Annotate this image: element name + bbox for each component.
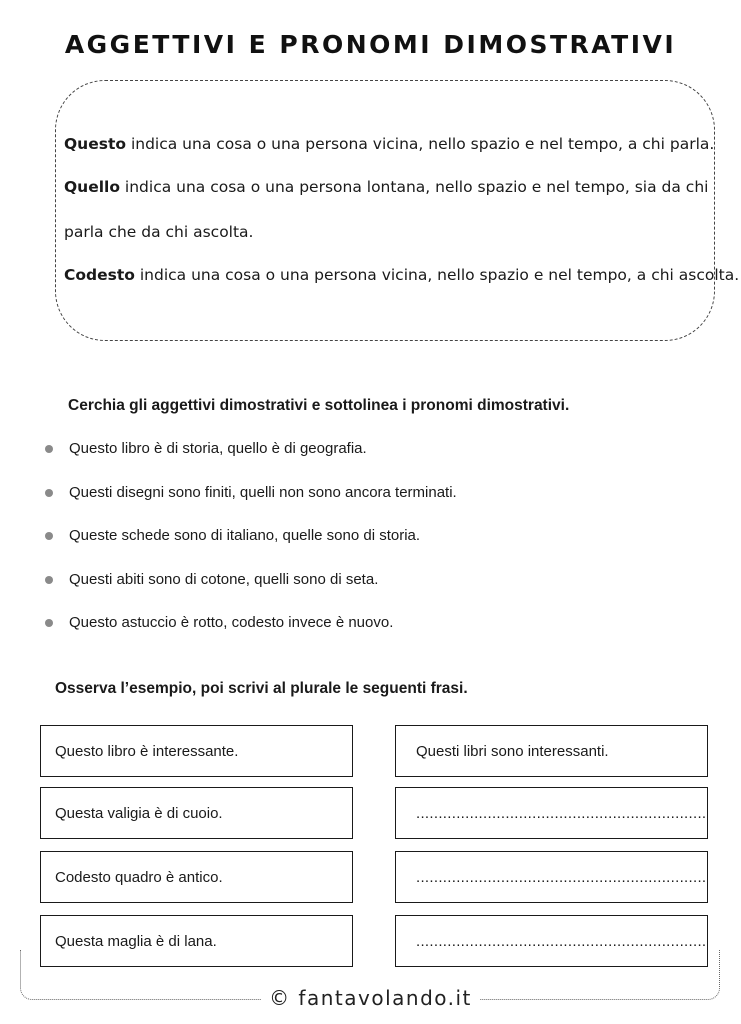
- singular-sentence-box: Questo libro è interessante.: [40, 725, 353, 777]
- exercise2-instruction: Osserva l’esempio, poi scrivi al plurale le seguenti frasi.: [55, 680, 468, 697]
- list-item: [45, 484, 457, 501]
- list-item: [45, 440, 367, 457]
- plural-answer-box[interactable]: .................................................................: [395, 915, 708, 967]
- bullet-icon: [45, 445, 53, 453]
- plural-answer-box[interactable]: .................................................................: [395, 851, 708, 903]
- list-item-text: Questo libro è di storia, quello è di geografia.: [69, 440, 367, 457]
- rule-quello-continued: [64, 223, 724, 241]
- rule-term: Questo: [64, 135, 127, 153]
- rule-term: Quello: [64, 178, 120, 196]
- rule-codesto: [64, 266, 740, 284]
- bullet-icon: [45, 532, 53, 540]
- list-item-text: Questi disegni sono finiti, quelli non sono ancora terminati.: [69, 484, 457, 501]
- bullet-icon: [45, 576, 53, 584]
- plural-answer-box: Questi libri sono interessanti.: [395, 725, 708, 777]
- singular-sentence-box: Questa valigia è di cuoio.: [40, 787, 353, 839]
- footer: [0, 986, 741, 1010]
- rule-text: indica una cosa o una persona vicina, nello spazio e nel tempo, a chi parla.: [126, 135, 715, 153]
- rule-quello: [64, 178, 724, 196]
- list-item-text: Queste schede sono di italiano, quelle sono di storia.: [69, 527, 421, 544]
- rule-text: indica una cosa o una persona lontana, nello spazio e nel tempo, sia da chi: [120, 178, 709, 196]
- rule-term: Codesto: [64, 266, 135, 284]
- list-item: [45, 527, 420, 544]
- bullet-icon: [45, 489, 53, 497]
- list-item: [45, 571, 378, 588]
- list-item: [45, 614, 393, 631]
- bullet-icon: [45, 619, 53, 627]
- footer-text: © fantavolando.it: [261, 986, 480, 1010]
- rule-text: indica una cosa o una persona vicina, nello spazio e nel tempo, a chi ascolta.: [134, 266, 740, 284]
- page-title: AGGETTIVI E PRONOMI DIMOSTRATIVI: [64, 30, 677, 59]
- rule-text: parla che da chi ascolta.: [64, 223, 254, 241]
- exercise1-instruction: Cerchia gli aggettivi dimostrativi e sottolinea i pronomi dimostrativi.: [68, 397, 570, 414]
- list-item-text: Questo astuccio è rotto, codesto invece è nuovo.: [69, 614, 394, 631]
- singular-sentence-box: Questa maglia è di lana.: [40, 915, 353, 967]
- rules-box: [55, 80, 715, 341]
- list-item-text: Questi abiti sono di cotone, quelli sono di seta.: [69, 571, 379, 588]
- rule-questo: [64, 135, 724, 153]
- plural-answer-box[interactable]: .................................................................: [395, 787, 708, 839]
- singular-sentence-box: Codesto quadro è antico.: [40, 851, 353, 903]
